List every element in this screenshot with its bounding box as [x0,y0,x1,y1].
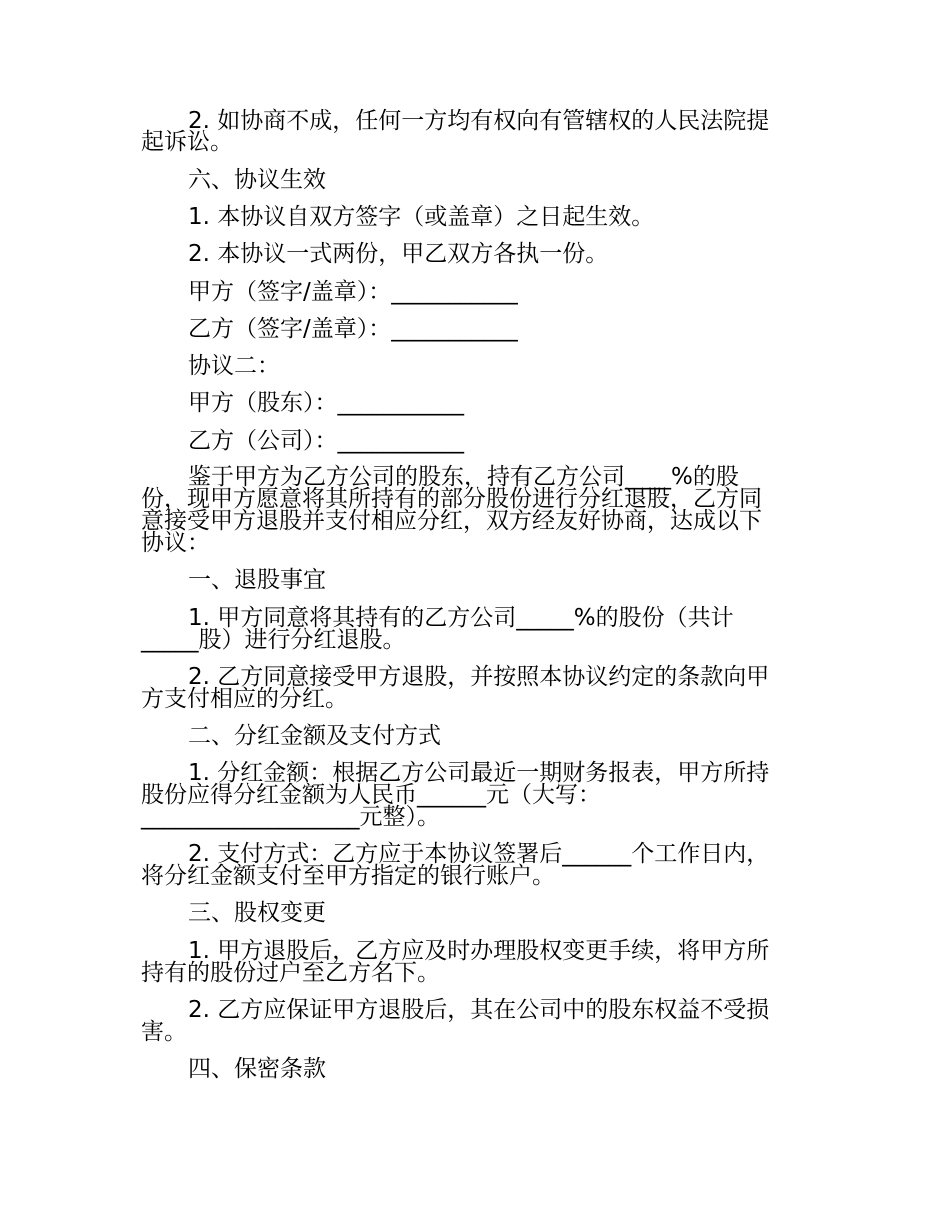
preamble-line: 份，现甲方愿意将其所持有的部分股份进行分红退股，乙方同 [141,486,762,512]
party-line: 甲方（股东）：___________ [188,390,464,416]
signature-line: 乙方（签字/盖章）：___________ [188,316,518,342]
party-line: 乙方（公司）：___________ [188,428,464,454]
clause-line: 2. 如协商不成，任何一方均有权向有管辖权的人民法院提 [188,108,770,134]
clause-line: ___________________元整）。 [141,804,440,830]
clause-line: 2. 乙方同意接受甲方退股，并按照本协议约定的条款向甲 [188,664,770,690]
clause-line: 1. 甲方退股后，乙方应及时办理股权变更手续，将甲方所 [188,938,770,964]
preamble-line: 协议： [141,530,210,556]
clause-line: _____股）进行分红退股。 [141,627,406,653]
clause-line: 1. 分红金额：根据乙方公司最近一期财务报表，甲方所持 [188,760,770,786]
clause-line: 起诉讼。 [141,129,233,155]
section-heading: 六、协议生效 [188,167,326,193]
agreement-title: 协议二： [188,353,280,379]
clause-line: 害。 [141,1019,187,1045]
clause-line: 将分红金额支付至甲方指定的银行账户。 [141,863,555,889]
clause-line: 股份应得分红金额为人民币______元（大写： [141,782,601,808]
section-heading: 三、股权变更 [188,900,326,926]
signature-line: 甲方（签字/盖章）：___________ [188,279,518,305]
clause-line: 2. 支付方式：乙方应于本协议签署后______个工作日内， [188,841,770,867]
preamble-line: 鉴于甲方为乙方公司的股东，持有乙方公司____%的股 [188,464,739,490]
clause-line: 2. 本协议一式两份，甲乙双方各执一份。 [188,241,609,267]
clause-line: 1. 本协议自双方签字（或盖章）之日起生效。 [188,204,655,230]
clause-line: 2. 乙方应保证甲方退股后，其在公司中的股东权益不受损 [188,997,770,1023]
section-heading: 二、分红金额及支付方式 [188,723,441,749]
section-heading: 一、退股事宜 [188,567,326,593]
preamble-line: 意接受甲方退股并支付相应分红，双方经友好协商，达成以下 [141,508,762,534]
clause-line: 方支付相应的分红。 [141,686,348,712]
section-heading: 四、保密条款 [188,1056,326,1082]
clause-line: 持有的股份过户至乙方名下。 [141,960,440,986]
clause-line: 1. 甲方同意将其持有的乙方公司_____%的股份（共计 [188,605,734,631]
